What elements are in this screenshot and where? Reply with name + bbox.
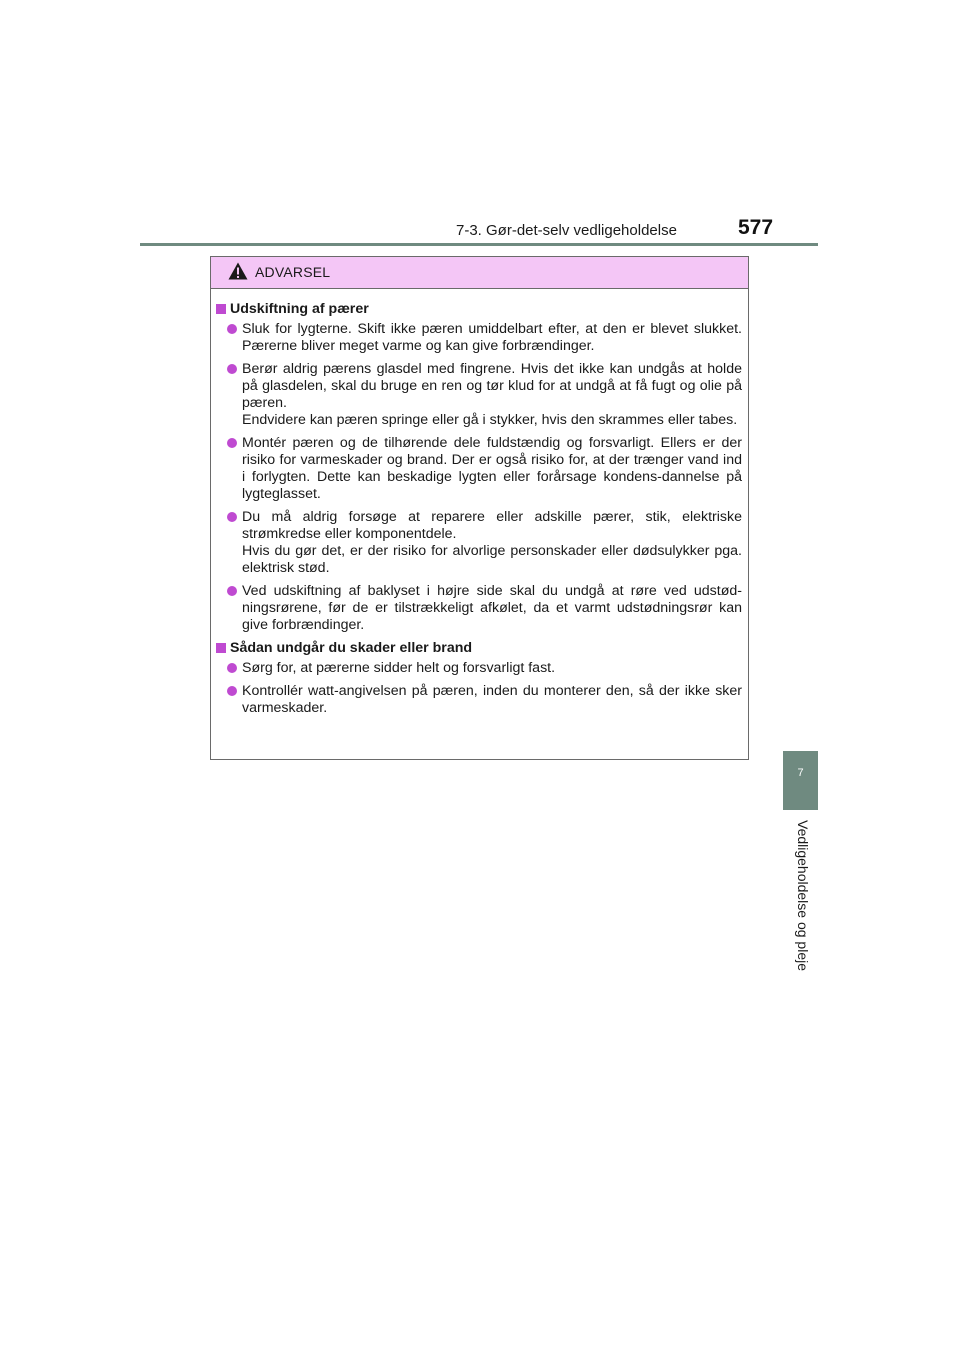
- bullet-item: [216, 683, 742, 717]
- section-heading: [216, 640, 742, 657]
- section-heading-text: Udskiftning af pærer: [230, 301, 369, 317]
- round-bullet-icon: [227, 364, 237, 374]
- header-divider: [140, 243, 818, 246]
- square-bullet-icon: [216, 304, 226, 314]
- section-heading-text: Sådan undgår du skader eller brand: [230, 640, 473, 656]
- warning-header: [211, 257, 748, 289]
- section-heading: [216, 301, 742, 318]
- bullet-paragraph: Endvidere kan pæren springe eller gå i stykker, hvis den skrammes eller tabes.: [242, 412, 738, 428]
- bullet-paragraph: Berør aldrig pærens glasdel med fingrene. Hvis det ikke kan undgås at holde på glasdelen, skal du bruge en ren og tør klud for at undgå at få fugt og olie på pæren.: [242, 361, 742, 411]
- bullet-item: [216, 509, 742, 577]
- bullet-paragraph: Du må aldrig forsøge at reparere eller adskille pærer, stik, elektriske strømkredse eller komponentdele.: [242, 509, 742, 542]
- warning-body: [211, 289, 748, 717]
- round-bullet-icon: [227, 324, 237, 334]
- running-header-section: 7-3. Gør-det-selv vedligeholdelse: [456, 222, 677, 239]
- bullet-item: [216, 583, 742, 634]
- warning-title: ADVARSEL: [255, 264, 331, 280]
- bullet-paragraph: Sluk for lygterne. Skift ikke pæren umiddelbart efter, at den er blevet slukket. Pærerne bliver meget varme og kan give forbrændinger.: [242, 321, 742, 354]
- chapter-title-vertical: Vedligeholdelse og pleje: [795, 820, 811, 972]
- bullet-item: [216, 321, 742, 355]
- round-bullet-icon: [227, 686, 237, 696]
- bullet-item: [216, 361, 742, 429]
- chapter-number: 7: [797, 767, 804, 779]
- round-bullet-icon: [227, 512, 237, 522]
- bullet-paragraph: Sørg for, at pærerne sidder helt og forsvarligt fast.: [242, 660, 556, 676]
- round-bullet-icon: [227, 586, 237, 596]
- round-bullet-icon: [227, 663, 237, 673]
- bullet-item: [216, 660, 742, 677]
- square-bullet-icon: [216, 643, 226, 653]
- warning-box: [210, 256, 749, 760]
- page-number: 577: [738, 216, 774, 239]
- warning-triangle-icon: [228, 262, 248, 280]
- round-bullet-icon: [227, 438, 237, 448]
- bullet-paragraph: Kontrollér watt-angivelsen på pæren, inden du monterer den, så der ikke sker varmeskader.: [242, 683, 742, 716]
- bullet-item: [216, 435, 742, 503]
- bullet-paragraph: Montér pæren og de tilhørende dele fuldstændig og forsvarligt. Ellers er der risiko for varmeskader og brand. Der er også risiko for, at der trænger vand ind i forlygten. Dette kan beskadige lygten eller forårsage kondens-dannelse på lygteglasset.: [242, 435, 742, 502]
- bullet-paragraph: Ved udskiftning af baklyset i højre side skal du undgå at røre ved udstød-ningsrørene, før de er tilstrækkeligt afkølet, da et varmt udstødningsrør kan give forbrændinger.: [242, 583, 742, 633]
- chapter-tab: [783, 751, 818, 810]
- bullet-paragraph: Hvis du gør det, er der risiko for alvorlige personskader eller dødsulykker pga. elektrisk stød.: [242, 543, 742, 576]
